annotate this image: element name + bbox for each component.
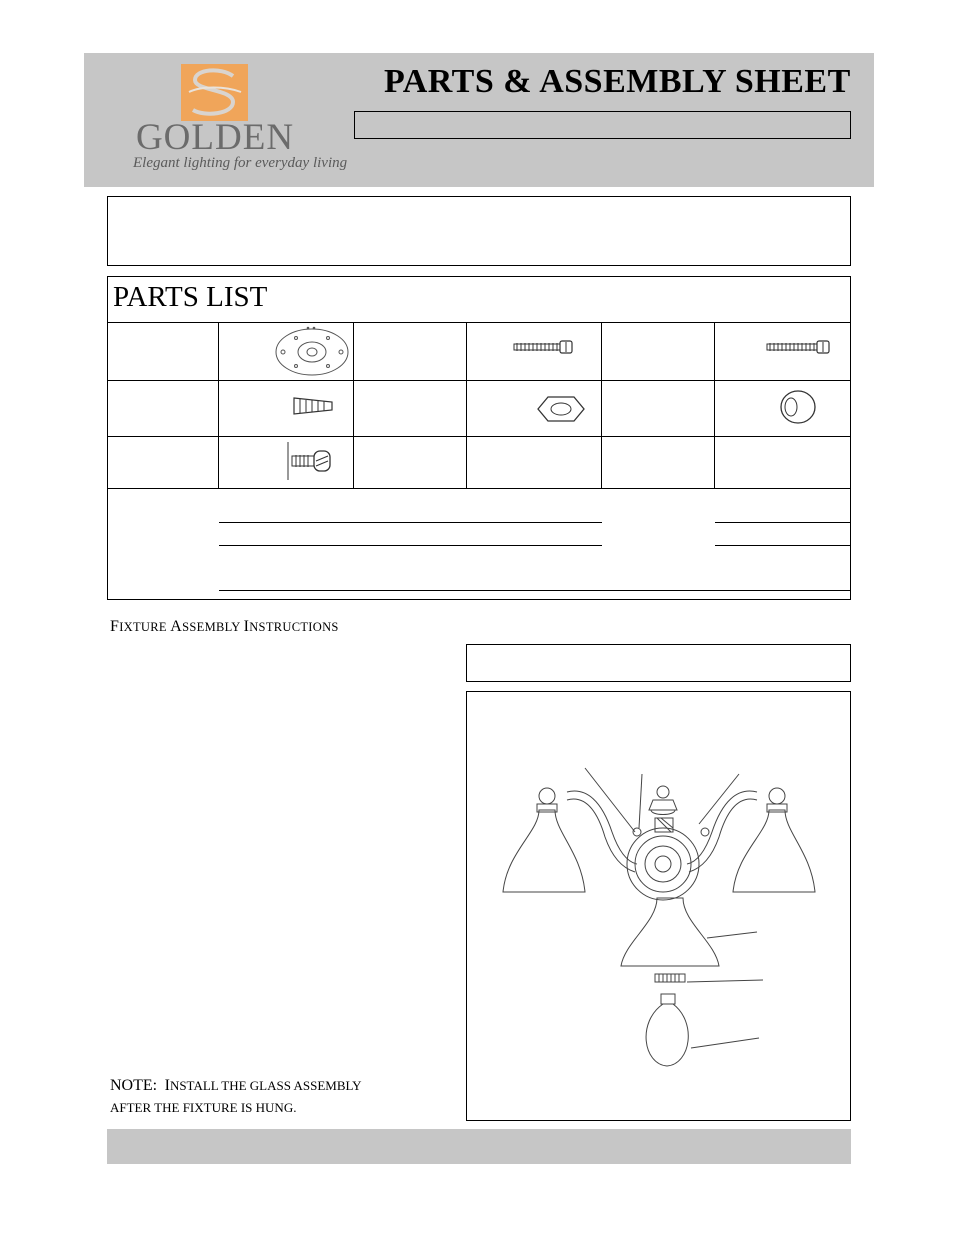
heading-letter: F — [110, 618, 120, 635]
parts-list-title: PARTS LIST — [113, 281, 268, 313]
note-letter: I — [164, 1077, 170, 1094]
model-number-field — [354, 111, 851, 139]
note-label: NOTE: — [110, 1077, 158, 1094]
blank-line — [715, 545, 851, 546]
table-column-divider — [601, 322, 602, 488]
ground-screw-icon — [286, 442, 336, 482]
blank-line — [219, 590, 851, 591]
logo-tagline: Elegant lighting for everyday living — [133, 155, 348, 171]
golden-logo-icon — [181, 64, 248, 121]
blank-line — [715, 522, 851, 523]
logo-wordmark: GOLDEN — [135, 117, 295, 158]
wire-nut-icon — [292, 394, 334, 418]
note-text: AFTER THE FIXTURE IS HUNG. — [110, 1100, 297, 1115]
heading-text: IXTURE — [119, 620, 171, 634]
note-line-1 — [110, 1075, 460, 1097]
instructions-heading — [110, 618, 339, 636]
ball-knob-icon — [779, 389, 817, 425]
heading-letter: I — [243, 618, 250, 635]
blank-line — [219, 522, 602, 523]
table-column-divider — [714, 322, 715, 488]
page-title: PARTS & ASSEMBLY SHEET — [384, 63, 851, 100]
heading-text: NSTRUCTIONS — [249, 620, 339, 634]
table-column-divider — [218, 322, 219, 488]
heading-letter: A — [170, 618, 183, 635]
hex-nut-icon — [536, 395, 586, 423]
table-divider — [107, 488, 851, 489]
fixture-info-box — [107, 196, 851, 266]
note-text: NSTALL THE GLASS ASSEMBLY — [169, 1078, 362, 1093]
mounting-plate-icon — [274, 326, 350, 378]
threaded-screw-icon — [765, 339, 833, 355]
fixture-illustration — [467, 692, 849, 1119]
diagram-caption-box — [466, 644, 851, 682]
note-line-2 — [110, 1097, 460, 1119]
mounting-screw-icon — [512, 339, 576, 355]
assembly-diagram — [466, 691, 851, 1121]
heading-text: SSEMBLY — [182, 620, 244, 634]
blank-line — [219, 545, 602, 546]
installation-note — [110, 1075, 460, 1119]
table-column-divider — [466, 322, 467, 488]
footer-bar — [107, 1129, 851, 1164]
table-column-divider — [353, 322, 354, 488]
